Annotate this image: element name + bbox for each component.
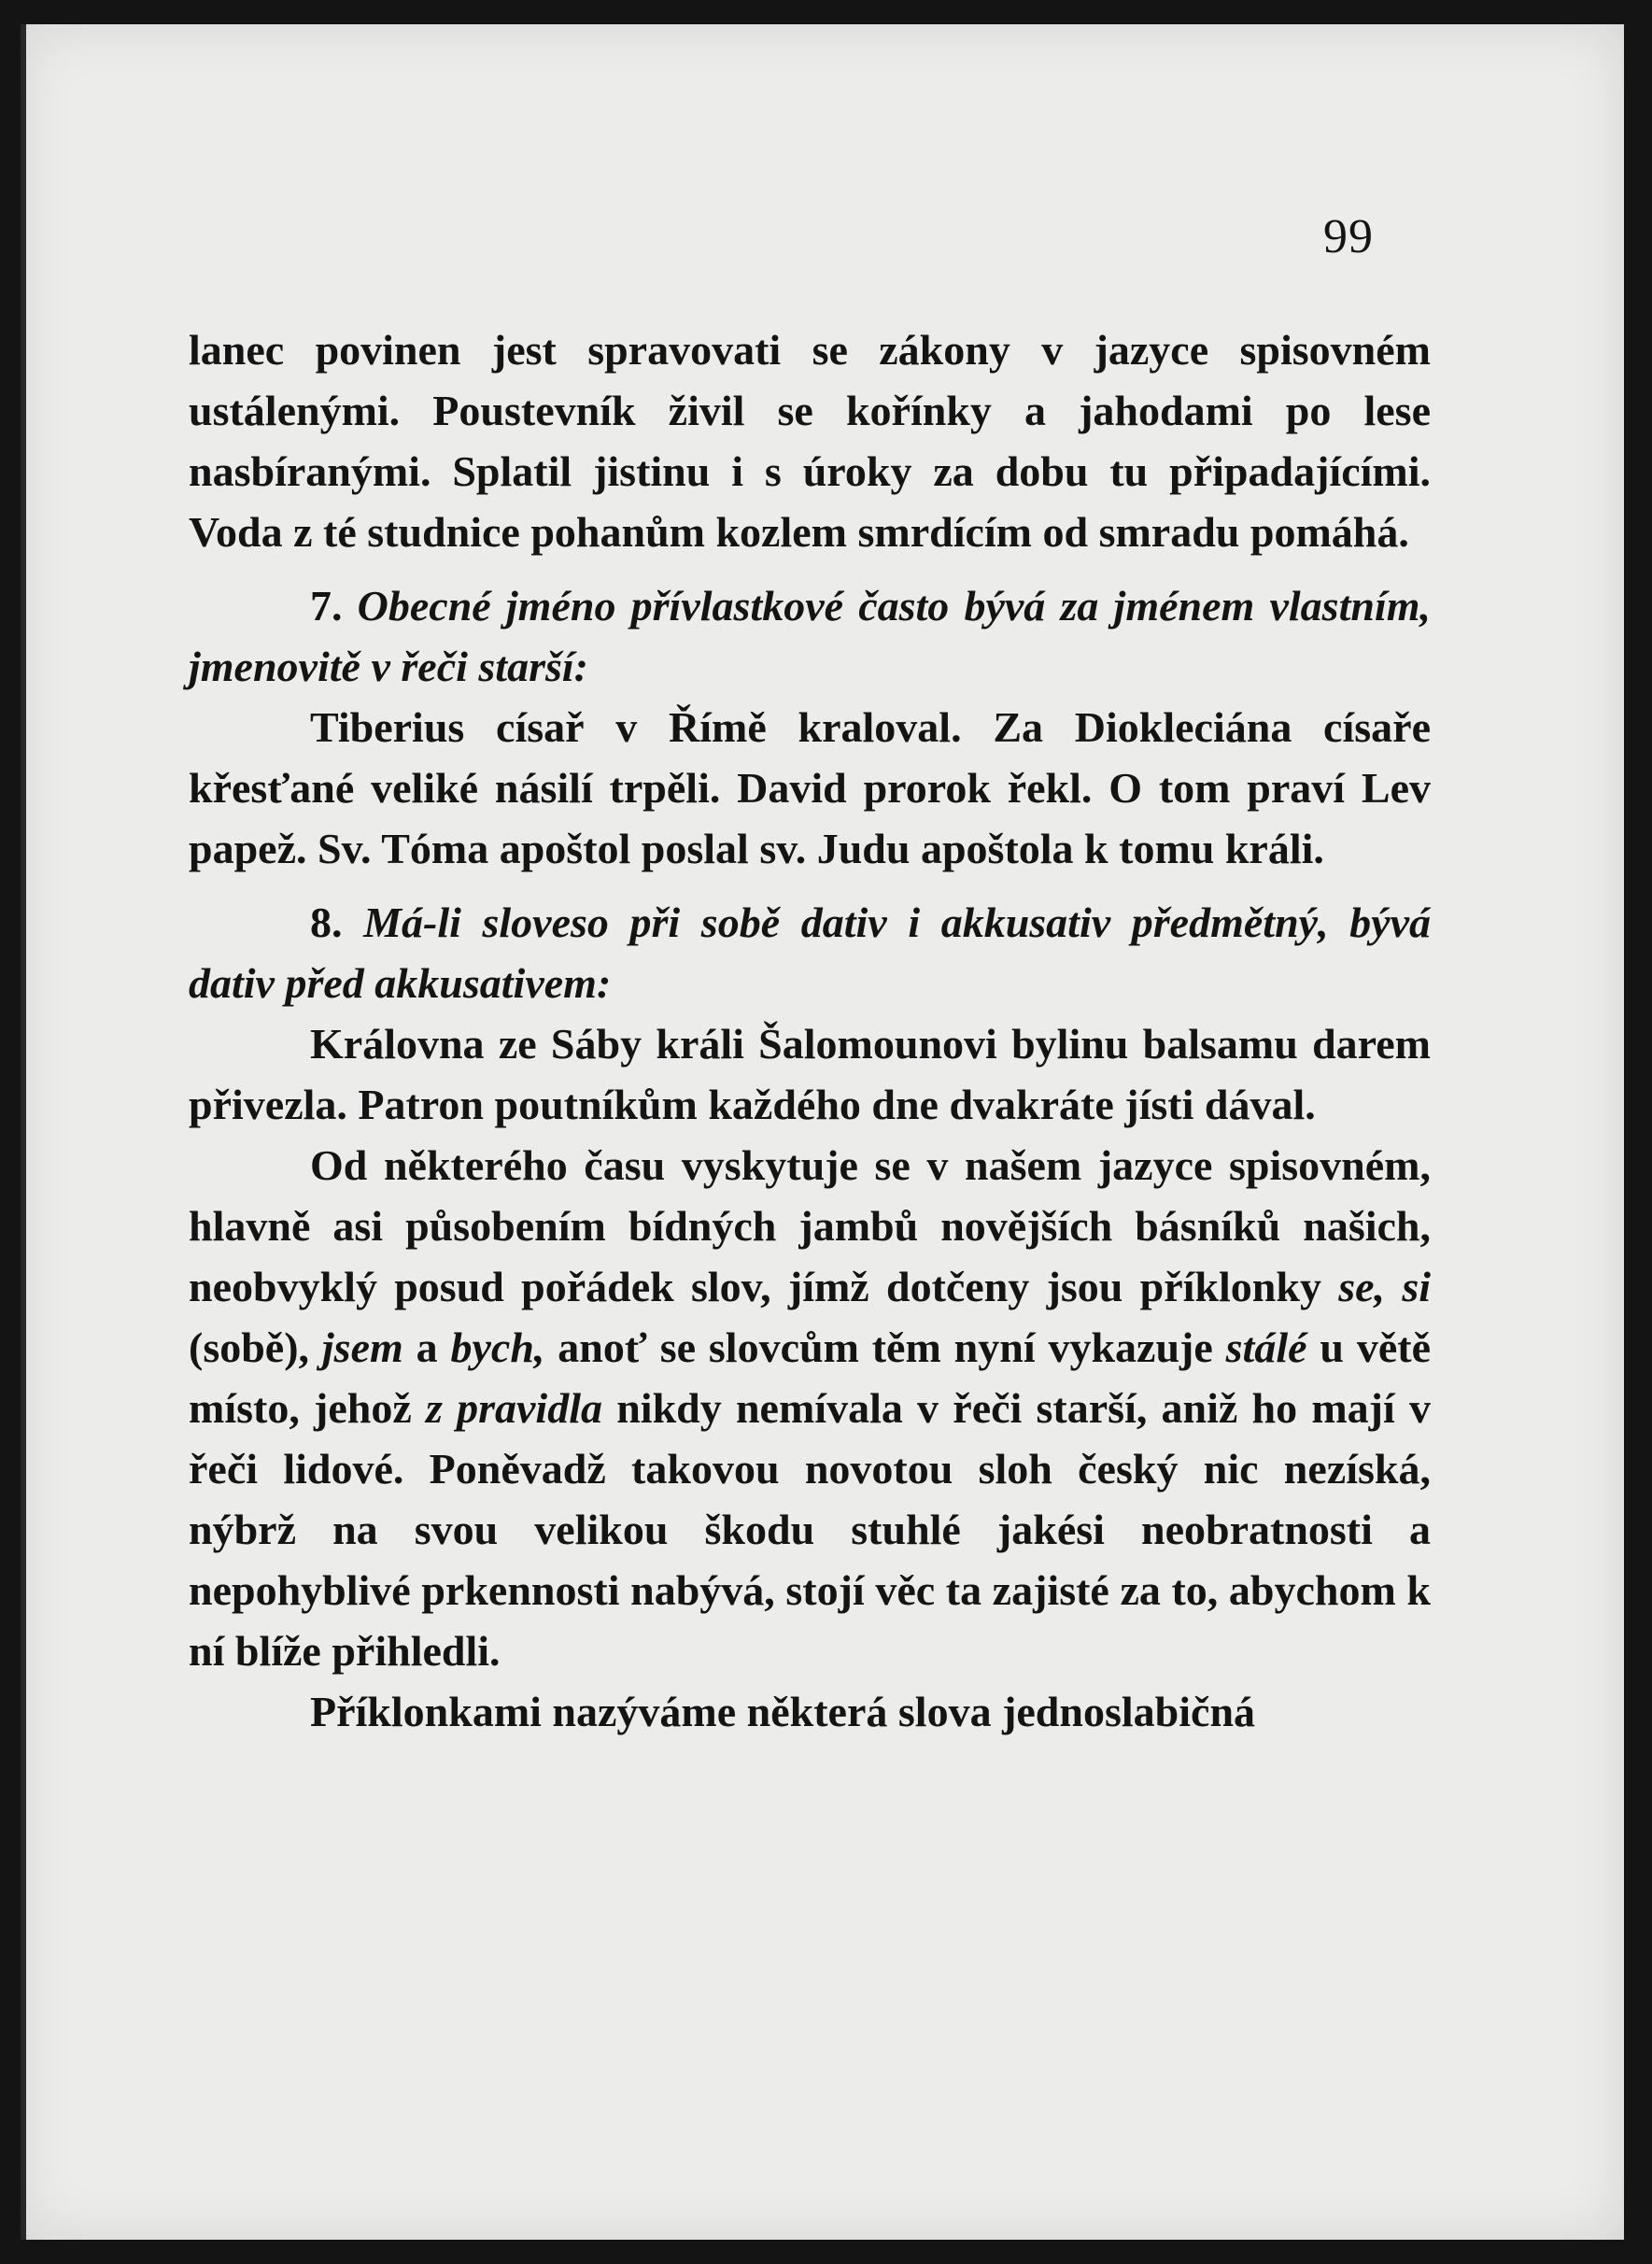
rule-number: 8. <box>310 899 343 946</box>
rule-7 <box>189 575 1431 697</box>
italic-run: z pravidla <box>426 1384 602 1432</box>
paragraph-enclitics <box>189 1135 1431 1681</box>
page-edge <box>21 24 26 2240</box>
italic-run: bych, <box>450 1323 545 1371</box>
italic-run: stálé <box>1225 1323 1307 1371</box>
rule-text: Má-li sloveso při sobě dativ i akkusativ předmětný, bývá dativ před akkusativem: <box>189 899 1432 1007</box>
text-run: anoť se slovcům těm nyní vykazuje <box>544 1323 1226 1371</box>
rule-text: Obecné jméno přívlastkové často bývá za jménem vlastním, jmenovitě v řeči starší: <box>189 582 1431 690</box>
rule-number: 7. <box>310 582 343 630</box>
italic-run: se, si <box>1338 1263 1432 1310</box>
examples-7: Tiberius císař v Římě kraloval. Za Diokleciána císaře křesťané veliké násilí trpěli. David prorok řekl. O tom praví Lev papež. Sv. Tóma apoštol poslal sv. Judu apoštola k tomu králi. <box>189 703 1431 872</box>
text-run: Od některého času vyskytuje se v našem jazyce spisovném, hlavně asi působením bídných jambů novějších básníků našich, neobvyklý posud pořádek slov, jímž dotčeny jsou příklonky <box>189 1141 1431 1310</box>
rule-8 <box>189 892 1431 1013</box>
text-run: a <box>402 1323 451 1371</box>
examples-8: Královna ze Sáby králi Šalomounovi bylinu balsamu darem přivezla. Patron poutníkům každého dne dvakráte jísti dával. <box>189 1020 1431 1128</box>
page-number: 99 <box>1323 210 1374 263</box>
text-run: nikdy nemívala v řeči starší, aniž ho mají v řeči lidové. Poněvadž takovou novotou sloh český nic nezíská, nýbrž na svou velikou škodu stuhlé jakési neobratnosti a nepohyblivé prkennosti nabývá, stojí věc ta zajisté za to, abychom k ní blíže přihledli. <box>189 1384 1431 1675</box>
paragraph-last: Příklonkami nazýváme některá slova jednoslabičná <box>310 1688 1256 1735</box>
paragraph-1: lanec povinen jest spravovati se zákony v jazyce spisovném ustálenými. Poustevník živil se kořínky a jahodami po lese nasbíranými. Splatil jistinu i s úroky za dobu tu připadajícími. Voda z té studnice pohanům kozlem smrdícím od smradu pomáhá. <box>189 326 1431 556</box>
italic-run: jsem <box>321 1323 403 1371</box>
text-run: (sobě), <box>189 1323 322 1371</box>
body-text <box>189 319 1431 1742</box>
text-run: u větě místo, jehož <box>189 1323 1431 1432</box>
